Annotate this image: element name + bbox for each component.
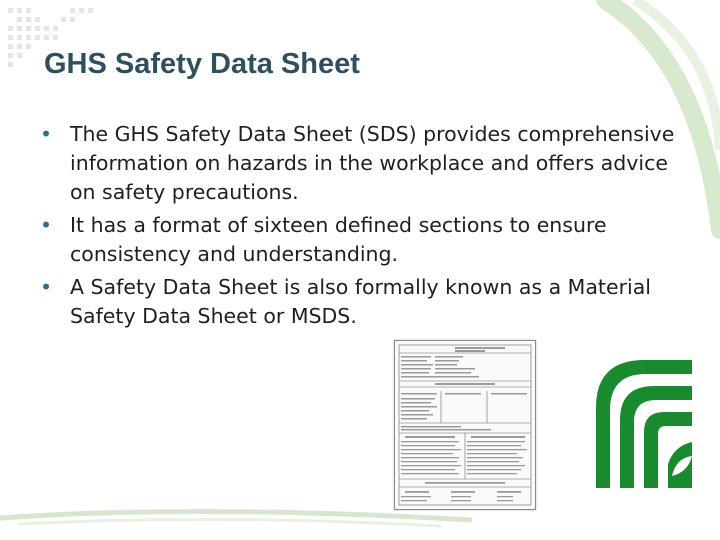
document-icon (395, 341, 535, 509)
bullet-text: A Safety Data Sheet is also formally known as a Material Safety Data Sheet or MSDS. (70, 275, 651, 328)
bullet-text: It has a format of sixteen defined sections to ensure consistency and understanding. (70, 213, 607, 266)
bullet-list (40, 120, 695, 335)
bullet-dot-icon: • (40, 275, 53, 299)
bullet-dot-icon: • (40, 122, 53, 146)
decorative-bottom-swoosh (0, 490, 720, 540)
safety-data-sheet-thumbnail (394, 340, 536, 510)
bullet-item (40, 120, 695, 207)
bullet-text: The GHS Safety Data Sheet (SDS) provides comprehensive information on hazards in the workplace and offers advice on safety precautions. (70, 122, 675, 204)
bullet-item (40, 211, 695, 269)
bullet-dot-icon: • (40, 213, 53, 237)
green-building-arch-logo (596, 360, 692, 488)
slide-title: GHS Safety Data Sheet (44, 48, 360, 80)
bullet-item (40, 273, 695, 331)
